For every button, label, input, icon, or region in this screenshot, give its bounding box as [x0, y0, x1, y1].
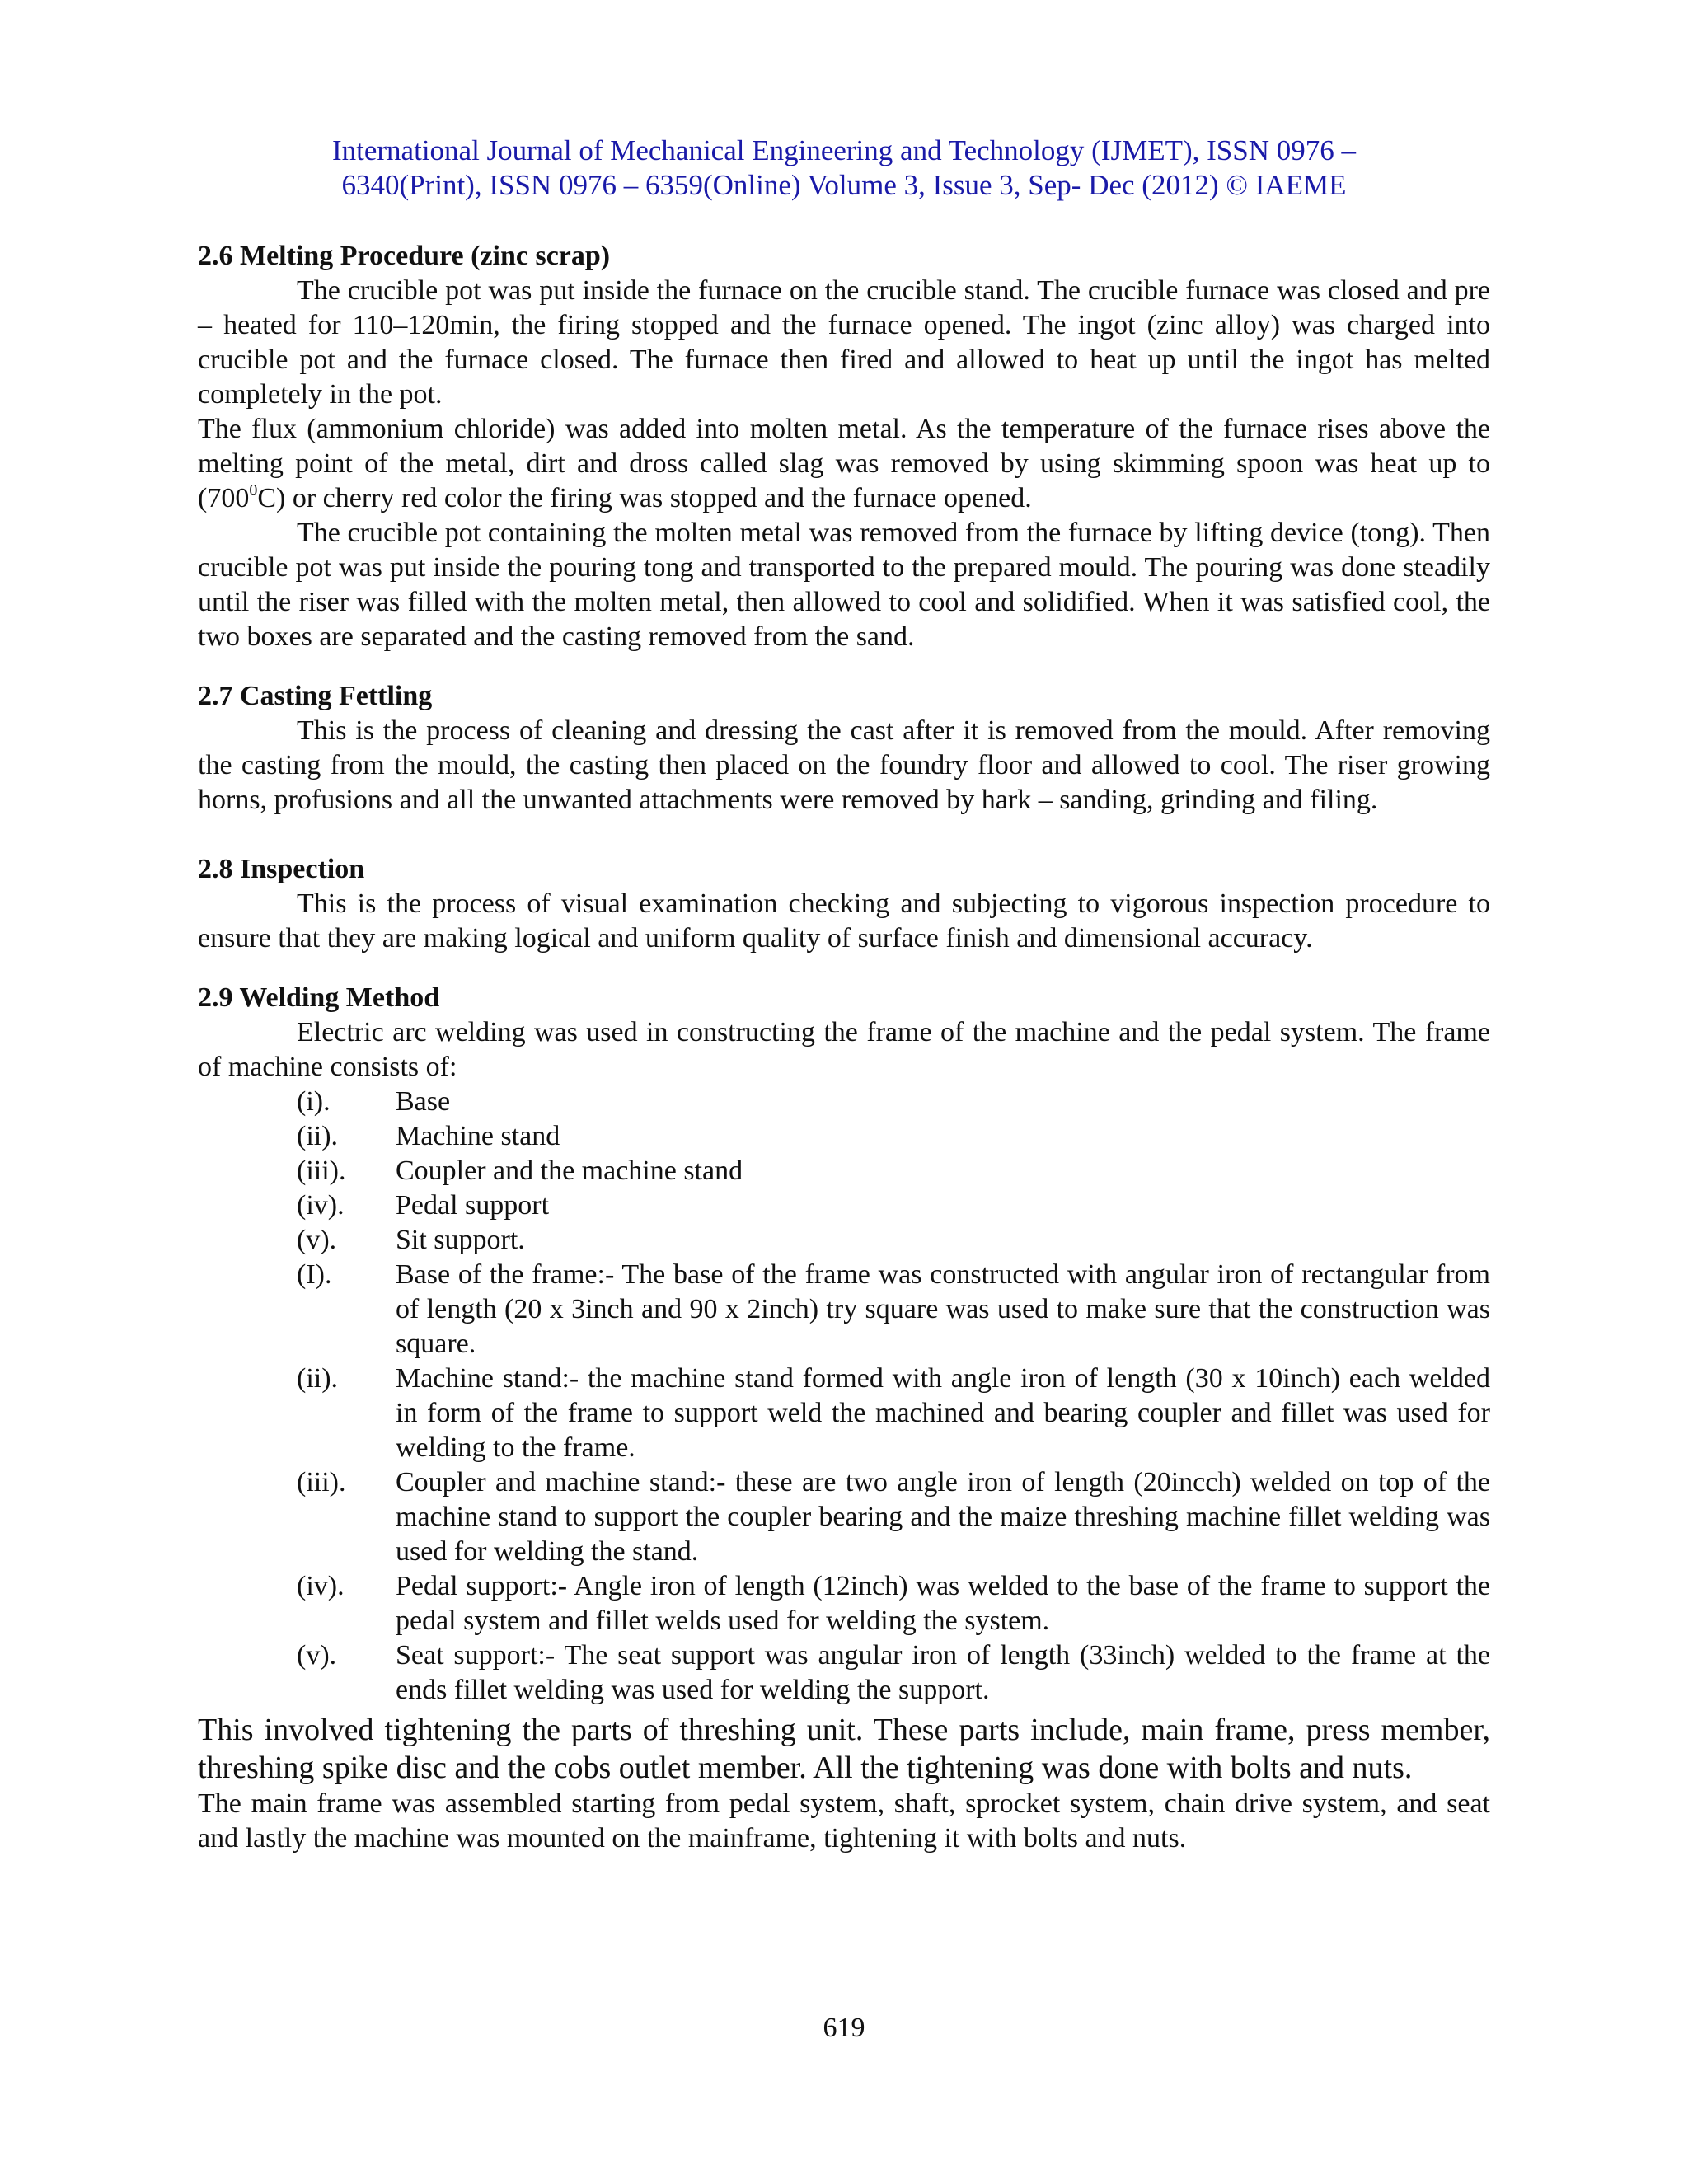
list-item [198, 1258, 1490, 1361]
list-text: Base of the frame:- The base of the frame was constructed with angular iron of rectangular from of length (20 x 3inch and 90 x 2inch) try square was used to make sure that the construction was square. [396, 1259, 1490, 1359]
list-number: (v). [297, 1225, 337, 1255]
frame-components-list [198, 1085, 1490, 1258]
list-text: Machine stand [396, 1121, 560, 1151]
article-body [198, 239, 1490, 1856]
list-item [198, 1223, 1490, 1258]
list-number: (i). [297, 1086, 331, 1117]
paragraph: Electric arc welding was used in constructing the frame of the machine and the pedal system. The frame of machine consists of: [198, 1017, 1490, 1082]
list-number: (ii). [297, 1121, 339, 1151]
spacer [198, 818, 1490, 852]
journal-header [198, 134, 1490, 203]
paragraph-text: C) or cherry red color the firing was stopped and the furnace opened. [257, 483, 1032, 513]
header-line-2: 6340(Print), ISSN 0976 – 6359(Online) Volume 3, Issue 3, Sep- Dec (2012) © IAEME [341, 169, 1347, 201]
list-item [198, 1465, 1490, 1569]
list-text: Seat support:- The seat support was angular iron of length (33inch) welded to the frame at the ends fillet welding was used for welding the support. [396, 1640, 1490, 1705]
list-item [198, 1361, 1490, 1465]
list-text: Base [396, 1086, 451, 1117]
list-number: (iii). [297, 1467, 346, 1497]
spacer [198, 956, 1490, 981]
list-number: (v). [297, 1640, 337, 1671]
paragraph: This is the process of cleaning and dressing the cast after it is removed from the mould. After removing the casting from the mould, the casting then placed on the foundry floor and allowed to cool. The riser growing horns, profusions and all the unwanted attachments were removed by hark – sanding, grinding and filing. [198, 715, 1490, 815]
section-heading-2-6: 2.6 Melting Procedure (zinc scrap) [198, 241, 611, 271]
spacer [198, 654, 1490, 679]
list-number: (I). [297, 1259, 332, 1290]
page-number: 619 [823, 2013, 865, 2043]
list-item [198, 1569, 1490, 1638]
paragraph: This is the process of visual examination checking and subjecting to vigorous inspection procedure to ensure that they are making logical and uniform quality of surface finish and dimensional accuracy. [198, 888, 1490, 954]
frame-details-list [198, 1258, 1490, 1708]
list-item [198, 1119, 1490, 1154]
paragraph-text: The flux (ammonium chloride) was added into molten metal. As the temperature of the furnace rises above the melting point of the metal, dirt and dross called slag was removed by using skimming spoon was heat up to (700 [198, 414, 1490, 513]
list-item [198, 1638, 1490, 1708]
list-text: Pedal support [396, 1190, 550, 1221]
list-text: Coupler and the machine stand [396, 1155, 743, 1186]
list-item [198, 1085, 1490, 1119]
paragraph: The crucible pot was put inside the furnace on the crucible stand. The crucible furnace was closed and pre – heated for 110–120min, the firing stopped and the furnace opened. The ingot (zinc alloy) was charged into crucible pot and the furnace closed. The furnace then fired and allowed to heat up until the ingot has melted completely in the pot. [198, 275, 1490, 410]
list-text: Machine stand:- the machine stand formed with angle iron of length (30 x 10inch) each welded in form of the frame to support weld the machined and bearing coupler and fillet was used for welding to the frame. [396, 1363, 1490, 1463]
header-line-1: International Journal of Mechanical Engineering and Technology (IJMET), ISSN 0976 – [331, 134, 1356, 166]
list-item [198, 1154, 1490, 1188]
superscript: 0 [249, 481, 258, 499]
list-number: (iv). [297, 1190, 345, 1221]
list-item [198, 1188, 1490, 1223]
paragraph: The main frame was assembled starting from pedal system, shaft, sprocket system, chain drive system, and seat and lastly the machine was mounted on the mainframe, tightening it with bolts and nuts. [198, 1788, 1490, 1854]
list-text: Sit support. [396, 1225, 525, 1255]
paragraph: The crucible pot containing the molten metal was removed from the furnace by lifting device (tong). Then crucible pot was put inside the pouring tong and transported to the prepared mould. The pouring was done steadily until the riser was filled with the molten metal, then allowed to cool and solidified. When it was satisfied cool, the two boxes are separated and the casting removed from the sand. [198, 518, 1490, 652]
section-heading-2-8: 2.8 Inspection [198, 854, 365, 884]
list-number: (iii). [297, 1155, 346, 1186]
section-heading-2-9: 2.9 Welding Method [198, 982, 440, 1013]
list-text: Pedal support:- Angle iron of length (12inch) was welded to the base of the frame to support the pedal system and fillet welds used for welding the system. [396, 1571, 1490, 1636]
list-number: (iv). [297, 1571, 345, 1601]
paragraph: This involved tightening the parts of threshing unit. These parts include, main frame, press member, threshing spike disc and the cobs outlet member. All the tightening was done with bolts and nuts. [198, 1713, 1490, 1785]
paragraph [198, 412, 1490, 516]
list-text: Coupler and machine stand:- these are two angle iron of length (20incch) welded on top of the machine stand to support the coupler bearing and the maize threshing machine fillet welding was used for welding the stand. [396, 1467, 1490, 1567]
list-number: (ii). [297, 1363, 339, 1394]
section-heading-2-7: 2.7 Casting Fettling [198, 681, 433, 711]
